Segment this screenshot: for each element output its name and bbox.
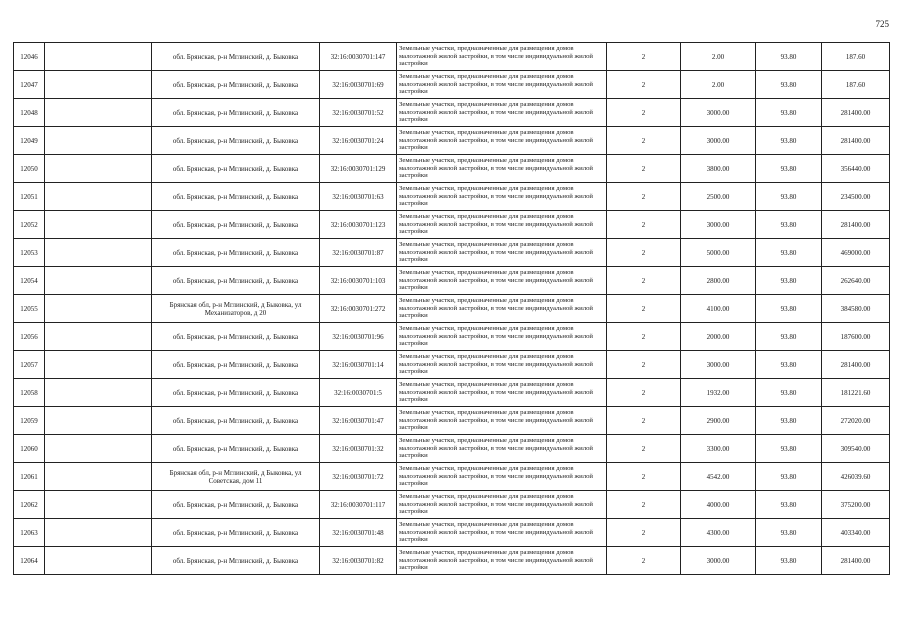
cell-cadastral-number: 32:16:0030701:63 <box>320 183 397 211</box>
cell-cadastral-value: 262640.00 <box>822 267 890 295</box>
cell-cadastral-value: 187600.00 <box>822 323 890 351</box>
cell-address: обл. Брянская, р-н Мглинский, д. Быковка <box>152 239 320 267</box>
cell-group: 2 <box>607 183 681 211</box>
cell-group: 2 <box>607 99 681 127</box>
cell-empty <box>45 127 152 155</box>
cell-empty <box>45 155 152 183</box>
cell-empty <box>45 407 152 435</box>
table-row <box>14 71 890 99</box>
cell-cadastral-value: 426039.60 <box>822 463 890 491</box>
cell-cadastral-value: 403340.00 <box>822 519 890 547</box>
table-row <box>14 407 890 435</box>
cell-area: 2800.00 <box>681 267 756 295</box>
cell-permitted-use: Земельные участки, предназначенные для размещения домов малоэтажной жилой застройки, в том числе индивидуальной жилой застройки <box>397 519 607 547</box>
cell-specific-value: 93.80 <box>756 491 822 519</box>
cell-specific-value: 93.80 <box>756 407 822 435</box>
cell-cadastral-number: 32:16:0030701:147 <box>320 43 397 71</box>
cell-cadastral-number: 32:16:0030701:52 <box>320 99 397 127</box>
table-row <box>14 351 890 379</box>
table-row <box>14 99 890 127</box>
cell-cadastral-number: 32:16:0030701:14 <box>320 351 397 379</box>
cell-row-number: 12054 <box>14 267 45 295</box>
table-row <box>14 239 890 267</box>
cell-area: 4542.00 <box>681 463 756 491</box>
land-registry-table <box>13 42 890 575</box>
cell-specific-value: 93.80 <box>756 211 822 239</box>
cell-group: 2 <box>607 491 681 519</box>
cell-address: обл. Брянская, р-н Мглинский, д. Быковка <box>152 43 320 71</box>
cell-row-number: 12064 <box>14 547 45 575</box>
cell-group: 2 <box>607 295 681 323</box>
cell-cadastral-value: 187.60 <box>822 71 890 99</box>
cell-address: обл. Брянская, р-н Мглинский, д. Быковка <box>152 183 320 211</box>
cell-address: обл. Брянская, р-н Мглинский, д. Быковка <box>152 351 320 379</box>
cell-cadastral-value: 281400.00 <box>822 351 890 379</box>
cell-specific-value: 93.80 <box>756 323 822 351</box>
cell-cadastral-number: 32:16:0030701:69 <box>320 71 397 99</box>
cell-permitted-use: Земельные участки, предназначенные для размещения домов малоэтажной жилой застройки, в том числе индивидуальной жилой застройки <box>397 547 607 575</box>
cell-specific-value: 93.80 <box>756 547 822 575</box>
cell-permitted-use: Земельные участки, предназначенные для размещения домов малоэтажной жилой застройки, в том числе индивидуальной жилой застройки <box>397 295 607 323</box>
cell-area: 3000.00 <box>681 547 756 575</box>
cell-empty <box>45 211 152 239</box>
cell-empty <box>45 491 152 519</box>
cell-row-number: 12056 <box>14 323 45 351</box>
cell-address: обл. Брянская, р-н Мглинский, д. Быковка <box>152 211 320 239</box>
cell-area: 5000.00 <box>681 239 756 267</box>
cell-empty <box>45 267 152 295</box>
cell-specific-value: 93.80 <box>756 183 822 211</box>
cell-row-number: 12063 <box>14 519 45 547</box>
cell-row-number: 12057 <box>14 351 45 379</box>
cell-area: 2000.00 <box>681 323 756 351</box>
table-row <box>14 127 890 155</box>
table-row <box>14 267 890 295</box>
cell-address: обл. Брянская, р-н Мглинский, д. Быковка <box>152 267 320 295</box>
cell-empty <box>45 463 152 491</box>
cell-cadastral-number: 32:16:0030701:47 <box>320 407 397 435</box>
cell-area: 1932.00 <box>681 379 756 407</box>
cell-area: 3300.00 <box>681 435 756 463</box>
cell-cadastral-number: 32:16:0030701:129 <box>320 155 397 183</box>
cell-specific-value: 93.80 <box>756 463 822 491</box>
cell-permitted-use: Земельные участки, предназначенные для размещения домов малоэтажной жилой застройки, в том числе индивидуальной жилой застройки <box>397 211 607 239</box>
cell-cadastral-number: 32:16:0030701:32 <box>320 435 397 463</box>
cell-specific-value: 93.80 <box>756 267 822 295</box>
cell-cadastral-value: 281400.00 <box>822 99 890 127</box>
cell-specific-value: 93.80 <box>756 239 822 267</box>
cell-permitted-use: Земельные участки, предназначенные для размещения домов малоэтажной жилой застройки, в том числе индивидуальной жилой застройки <box>397 155 607 183</box>
cell-address: Брянская обл, р-н Мглинский, д Быковка, ул Механизаторов, д 20 <box>152 295 320 323</box>
cell-empty <box>45 351 152 379</box>
cell-cadastral-value: 181221.60 <box>822 379 890 407</box>
cell-empty <box>45 295 152 323</box>
table-row <box>14 519 890 547</box>
table-row <box>14 435 890 463</box>
cell-permitted-use: Земельные участки, предназначенные для размещения домов малоэтажной жилой застройки, в том числе индивидуальной жилой застройки <box>397 239 607 267</box>
cell-specific-value: 93.80 <box>756 351 822 379</box>
table-row <box>14 463 890 491</box>
table-row <box>14 155 890 183</box>
cell-cadastral-number: 32:16:0030701:5 <box>320 379 397 407</box>
cell-permitted-use: Земельные участки, предназначенные для размещения домов малоэтажной жилой застройки, в том числе индивидуальной жилой застройки <box>397 99 607 127</box>
cell-area: 4300.00 <box>681 519 756 547</box>
cell-group: 2 <box>607 155 681 183</box>
cell-row-number: 12051 <box>14 183 45 211</box>
cell-cadastral-value: 281400.00 <box>822 547 890 575</box>
cell-group: 2 <box>607 43 681 71</box>
cell-cadastral-number: 32:16:0030701:117 <box>320 491 397 519</box>
table-row <box>14 491 890 519</box>
page-number: 725 <box>875 19 889 29</box>
cell-empty <box>45 519 152 547</box>
table-row <box>14 379 890 407</box>
cell-area: 4100.00 <box>681 295 756 323</box>
cell-cadastral-value: 384580.00 <box>822 295 890 323</box>
table-body <box>14 43 890 575</box>
cell-empty <box>45 239 152 267</box>
cell-row-number: 12055 <box>14 295 45 323</box>
cell-group: 2 <box>607 239 681 267</box>
cell-cadastral-number: 32:16:0030701:72 <box>320 463 397 491</box>
cell-specific-value: 93.80 <box>756 127 822 155</box>
cell-group: 2 <box>607 267 681 295</box>
cell-group: 2 <box>607 547 681 575</box>
cell-area: 2.00 <box>681 43 756 71</box>
cell-group: 2 <box>607 463 681 491</box>
cell-cadastral-value: 281400.00 <box>822 127 890 155</box>
cell-address: обл. Брянская, р-н Мглинский, д. Быковка <box>152 547 320 575</box>
cell-cadastral-value: 309540.00 <box>822 435 890 463</box>
cell-cadastral-value: 187.60 <box>822 43 890 71</box>
cell-empty <box>45 183 152 211</box>
cell-group: 2 <box>607 407 681 435</box>
cell-area: 3800.00 <box>681 155 756 183</box>
cell-empty <box>45 99 152 127</box>
cell-permitted-use: Земельные участки, предназначенные для размещения домов малоэтажной жилой застройки, в том числе индивидуальной жилой застройки <box>397 491 607 519</box>
cell-area: 2900.00 <box>681 407 756 435</box>
cell-address: обл. Брянская, р-н Мглинский, д. Быковка <box>152 127 320 155</box>
cell-group: 2 <box>607 127 681 155</box>
cell-cadastral-value: 234500.00 <box>822 183 890 211</box>
cell-group: 2 <box>607 71 681 99</box>
cell-cadastral-number: 32:16:0030701:96 <box>320 323 397 351</box>
cell-row-number: 12061 <box>14 463 45 491</box>
cell-empty <box>45 379 152 407</box>
cell-group: 2 <box>607 379 681 407</box>
cell-group: 2 <box>607 351 681 379</box>
cell-address: обл. Брянская, р-н Мглинский, д. Быковка <box>152 519 320 547</box>
cell-empty <box>45 43 152 71</box>
cell-cadastral-number: 32:16:0030701:87 <box>320 239 397 267</box>
cell-cadastral-number: 32:16:0030701:272 <box>320 295 397 323</box>
table-row <box>14 43 890 71</box>
cell-row-number: 12053 <box>14 239 45 267</box>
cell-area: 4000.00 <box>681 491 756 519</box>
cell-cadastral-value: 272020.00 <box>822 407 890 435</box>
cell-address: обл. Брянская, р-н Мглинский, д. Быковка <box>152 323 320 351</box>
cell-address: обл. Брянская, р-н Мглинский, д. Быковка <box>152 491 320 519</box>
cell-permitted-use: Земельные участки, предназначенные для размещения домов малоэтажной жилой застройки, в том числе индивидуальной жилой застройки <box>397 379 607 407</box>
cell-row-number: 12047 <box>14 71 45 99</box>
cell-area: 2.00 <box>681 71 756 99</box>
cell-row-number: 12062 <box>14 491 45 519</box>
cell-specific-value: 93.80 <box>756 379 822 407</box>
cell-address: Брянская обл, р-н Мглинский, д Быковка, ул Советская, дом 11 <box>152 463 320 491</box>
cell-permitted-use: Земельные участки, предназначенные для размещения домов малоэтажной жилой застройки, в том числе индивидуальной жилой застройки <box>397 407 607 435</box>
cell-cadastral-value: 375200.00 <box>822 491 890 519</box>
cell-row-number: 12058 <box>14 379 45 407</box>
cell-row-number: 12059 <box>14 407 45 435</box>
cell-empty <box>45 71 152 99</box>
table-row <box>14 183 890 211</box>
cell-permitted-use: Земельные участки, предназначенные для размещения домов малоэтажной жилой застройки, в том числе индивидуальной жилой застройки <box>397 323 607 351</box>
cell-area: 3000.00 <box>681 127 756 155</box>
cell-cadastral-number: 32:16:0030701:24 <box>320 127 397 155</box>
cell-area: 2500.00 <box>681 183 756 211</box>
cell-empty <box>45 547 152 575</box>
cell-cadastral-number: 32:16:0030701:48 <box>320 519 397 547</box>
cell-area: 3000.00 <box>681 99 756 127</box>
cell-specific-value: 93.80 <box>756 519 822 547</box>
cell-empty <box>45 323 152 351</box>
cell-specific-value: 93.80 <box>756 295 822 323</box>
cell-permitted-use: Земельные участки, предназначенные для размещения домов малоэтажной жилой застройки, в том числе индивидуальной жилой застройки <box>397 183 607 211</box>
cell-group: 2 <box>607 323 681 351</box>
cell-specific-value: 93.80 <box>756 71 822 99</box>
cell-row-number: 12050 <box>14 155 45 183</box>
cell-cadastral-number: 32:16:0030701:123 <box>320 211 397 239</box>
cell-specific-value: 93.80 <box>756 99 822 127</box>
cell-specific-value: 93.80 <box>756 43 822 71</box>
cell-row-number: 12060 <box>14 435 45 463</box>
cell-area: 3000.00 <box>681 211 756 239</box>
cell-row-number: 12052 <box>14 211 45 239</box>
cell-address: обл. Брянская, р-н Мглинский, д. Быковка <box>152 71 320 99</box>
table-row <box>14 323 890 351</box>
cell-group: 2 <box>607 211 681 239</box>
cell-address: обл. Брянская, р-н Мглинский, д. Быковка <box>152 379 320 407</box>
cell-address: обл. Брянская, р-н Мглинский, д. Быковка <box>152 435 320 463</box>
cell-row-number: 12048 <box>14 99 45 127</box>
cell-address: обл. Брянская, р-н Мглинский, д. Быковка <box>152 155 320 183</box>
cell-address: обл. Брянская, р-н Мглинский, д. Быковка <box>152 99 320 127</box>
cell-permitted-use: Земельные участки, предназначенные для размещения домов малоэтажной жилой застройки, в том числе индивидуальной жилой застройки <box>397 43 607 71</box>
cell-specific-value: 93.80 <box>756 435 822 463</box>
cell-permitted-use: Земельные участки, предназначенные для размещения домов малоэтажной жилой застройки, в том числе индивидуальной жилой застройки <box>397 435 607 463</box>
cell-cadastral-value: 356440.00 <box>822 155 890 183</box>
cell-group: 2 <box>607 519 681 547</box>
table-row <box>14 547 890 575</box>
cell-permitted-use: Земельные участки, предназначенные для размещения домов малоэтажной жилой застройки, в том числе индивидуальной жилой застройки <box>397 127 607 155</box>
cell-cadastral-number: 32:16:0030701:82 <box>320 547 397 575</box>
cell-address: обл. Брянская, р-н Мглинский, д. Быковка <box>152 407 320 435</box>
cell-permitted-use: Земельные участки, предназначенные для размещения домов малоэтажной жилой застройки, в том числе индивидуальной жилой застройки <box>397 71 607 99</box>
cell-empty <box>45 435 152 463</box>
cell-group: 2 <box>607 435 681 463</box>
cell-cadastral-number: 32:16:0030701:103 <box>320 267 397 295</box>
cell-row-number: 12049 <box>14 127 45 155</box>
cell-cadastral-value: 281400.00 <box>822 211 890 239</box>
cell-permitted-use: Земельные участки, предназначенные для размещения домов малоэтажной жилой застройки, в том числе индивидуальной жилой застройки <box>397 351 607 379</box>
table-row <box>14 295 890 323</box>
table-row <box>14 211 890 239</box>
cell-permitted-use: Земельные участки, предназначенные для размещения домов малоэтажной жилой застройки, в том числе индивидуальной жилой застройки <box>397 267 607 295</box>
cell-row-number: 12046 <box>14 43 45 71</box>
cell-specific-value: 93.80 <box>756 155 822 183</box>
cell-area: 3000.00 <box>681 351 756 379</box>
cell-cadastral-value: 469000.00 <box>822 239 890 267</box>
cell-permitted-use: Земельные участки, предназначенные для размещения домов малоэтажной жилой застройки, в том числе индивидуальной жилой застройки <box>397 463 607 491</box>
